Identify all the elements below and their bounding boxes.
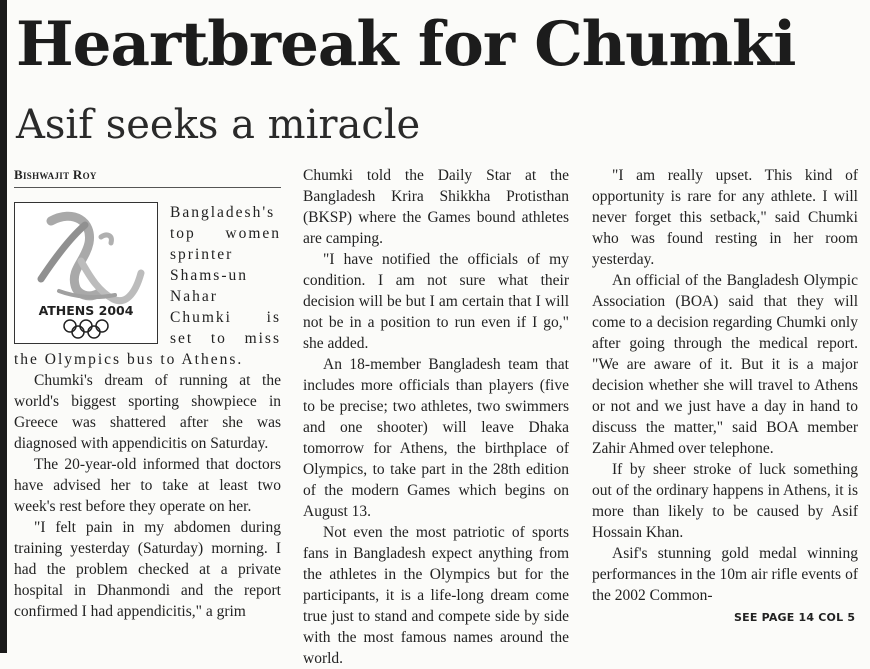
paragraph: An official of the Bangladesh Olympic Association (BOA) said that they will come to a decision regarding Chumki only after going through the medical report. "We are aware of it. But it is a major decision whether she will travel to Athens or not and we just have a day in hand to discuss the matter," said BOA member Zahir Ahmed over telephone. — [592, 272, 858, 457]
paragraph: The 20-year-old informed that doctors have advised her to take at least two week's rest before they operate on her. — [14, 456, 281, 515]
athens-2004-emblem-icon — [15, 203, 157, 343]
left-column-rule — [0, 0, 7, 653]
byline: Bishwajit Roy — [14, 167, 97, 182]
paragraph: Chumki told the Daily Star at the Bangladesh Krira Shikkha Protisthan (BKSP) where the Games bound athletes are camping. — [303, 167, 569, 247]
byline-rule — [14, 187, 281, 188]
article-column-1 — [14, 202, 281, 622]
paragraph: Chumki's dream of running at the world's biggest sporting showpiece in Greece was shattered after she was diagnosed with appendicitis on Saturday. — [14, 372, 281, 452]
logo-text: ATHENS 2004 — [38, 303, 134, 318]
headline: Heartbreak for Chumki — [16, 9, 796, 80]
paragraph: "I have notified the officials of my condition. I am not sure what their decision will be but I am certain that I will not be in a position to run even if I go," she added. — [303, 251, 569, 352]
article-column-2 — [303, 165, 569, 669]
paragraph: Bangladesh's top women sprinter Shams-un Nahar Chumki is set to miss the Olympics bus to Athens. — [14, 204, 281, 368]
paragraph: If by sheer stroke of luck something out of the ordinary happens in Athens, it is more than likely to be caused by Asif Hossain Khan. — [592, 461, 858, 541]
article-column-3 — [592, 165, 858, 606]
athens-2004-logo — [14, 202, 158, 344]
paragraph: Not even the most patriotic of sports fans in Bangladesh expect anything from the athletes in the Olympics but for the participants, it is a life-long dream come true just to stand and compete side by side with the most famous names around the world. — [303, 524, 569, 667]
paragraph: "I felt pain in my abdomen during training yesterday (Saturday) morning. I had the problem checked at a private hospital in Dhanmondi and the report confirmed I had appendicitis," a grim — [14, 519, 281, 620]
paragraph: Asif's stunning gold medal winning performances in the 10m air rifle events of the 2002 Common- — [592, 545, 858, 604]
paragraph: "I am really upset. This kind of opportunity is rare for any athlete. I will never forget this setback," said Chumki who was found resting in her room yesterday. — [592, 167, 858, 268]
subheadline: Asif seeks a miracle — [16, 102, 421, 148]
paragraph: An 18-member Bangladesh team that includes more officials than players (five to be precise; two athletes, two swimmers and one shooter) will leave Dhaka tomorrow for Athens, the birthplace of Olympics, to take part in the 28th edition of the modern Games which begins on August 13. — [303, 356, 569, 520]
continuation-jump-link[interactable]: SEE PAGE 14 COL 5 — [734, 611, 856, 624]
